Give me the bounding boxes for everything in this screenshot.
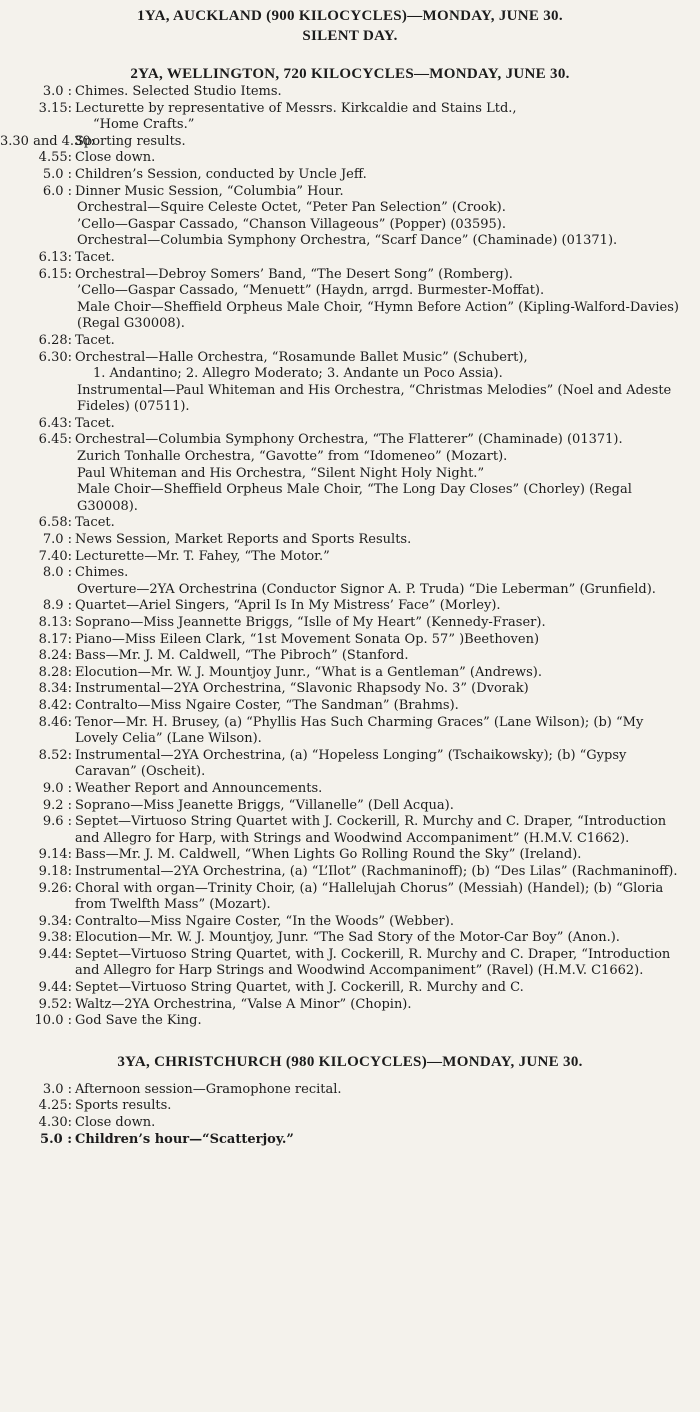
entry-text: Contralto—Miss Ngaire Coster, “In the Woods” (Webber).: [75, 913, 454, 929]
entry-text: Instrumental—2YA Orchestrina, (a) “L’Ilot” (Rachmaninoff); (b) “Des Lilas” (Rachmaninoff).: [75, 863, 678, 879]
entry-time: 8.9 :: [42, 598, 72, 614]
entry-text: Contralto—Miss Ngaire Coster, “The Sandman” (Brahms).: [75, 697, 459, 713]
entry-time: 10.0 :: [34, 1013, 72, 1029]
entry-time: 6.13:: [38, 249, 72, 265]
entry-time: 8.42:: [38, 697, 72, 713]
entry-continuation: 1. Andantino; 2. Allegro Moderato; 3. Andante un Poco Assia).: [93, 366, 503, 382]
entry-text: Chimes. Selected Studio Items.: [75, 84, 282, 99]
christchurch-program-list: [0, 1082, 700, 1148]
entry-text: Piano—Miss Eileen Clark, “1st Movement Sonata Op. 57” )Beethoven): [75, 631, 540, 647]
program-entry: [0, 681, 700, 698]
entry-time: 8.28:: [38, 664, 72, 680]
program-entry: [0, 150, 700, 167]
program-entry: [0, 267, 700, 284]
entry-time: 6.15:: [38, 266, 72, 282]
entry-time: 5.0 :: [40, 1131, 72, 1147]
program-entry: [0, 1013, 700, 1030]
entry-time: 4.30:: [38, 1115, 72, 1131]
program-subitem: ’Cello—Gaspar Cassado, “Menuett” (Haydn, arrgd. Burmester-Moffat).: [77, 283, 545, 299]
program-entry: [0, 167, 700, 184]
program-subitem: Instrumental—Paul Whiteman and His Orchestra, “Christmas Melodies” (Noel and Adeste Fideles) (07511).: [77, 382, 672, 415]
program-entry: [0, 997, 700, 1014]
entry-time: 4.55:: [38, 150, 72, 166]
program-subitem: Orchestral—Squire Celeste Octet, “Peter Pan Selection” (Crook).: [77, 200, 506, 216]
entry-text: Chimes.: [75, 565, 129, 581]
entry-time: 8.0 :: [42, 565, 72, 581]
entry-text: Orchestral—Columbia Symphony Orchestra, “The Flatterer” (Chaminade) (01371).: [75, 432, 623, 448]
entry-time: 7.40:: [38, 548, 72, 564]
entry-time: 5.0 :: [42, 166, 72, 182]
entry-time: 9.18:: [38, 863, 72, 879]
entry-time: 4.25:: [38, 1098, 72, 1114]
program-entry: [0, 698, 700, 715]
entry-text: God Save the King.: [75, 1013, 202, 1029]
entry-text: Tacet.: [75, 415, 115, 431]
entry-text: Lecturette—Mr. T. Fahey, “The Motor.”: [75, 548, 330, 564]
entry-time: 6.58:: [38, 515, 72, 531]
entry-text: Close down.: [75, 150, 156, 166]
program-entry: [0, 565, 700, 582]
program-entry: [0, 416, 700, 433]
entry-text: Elocution—Mr. W. J. Mountjoy, Junr. “The Sad Story of the Motor-Car Boy” (Anon.).: [75, 930, 620, 946]
program-entry: [0, 598, 700, 615]
program-entry: [0, 798, 700, 815]
program-entry: [0, 914, 700, 931]
program-entry: [0, 814, 700, 847]
entry-time: 8.34:: [38, 681, 72, 697]
entry-time: 3.0 :: [42, 84, 72, 99]
entry-time: 8.46:: [38, 714, 72, 730]
entry-text: Soprano—Miss Jeanette Briggs, “Villanelle” (Dell Acqua).: [75, 797, 454, 813]
entry-text: Soprano—Miss Jeannette Briggs, “Islle of My Heart” (Kennedy-Fraser).: [75, 615, 546, 630]
entry-text: Tacet.: [75, 515, 115, 531]
auckland-heading: 1YA, AUCKLAND (900 KILOCYCLES)—MONDAY, JUNE 30.: [137, 8, 563, 24]
program-entry: [0, 715, 700, 748]
wellington-program-list: [0, 84, 700, 1030]
program-entry: [0, 549, 700, 566]
program-entry: [0, 648, 700, 665]
program-entry: [0, 665, 700, 682]
entry-time: 9.34:: [38, 913, 72, 929]
program-entry: [0, 84, 700, 101]
program-entry: [0, 980, 700, 997]
entry-text: Septet—Virtuoso String Quartet, with J. Cockerill, R. Murchy and C. Draper, “Introduction and Allegro for Harp Strings and Woodwind Accompaniment” (Ravel) (H.M.V. C1662).: [75, 946, 671, 979]
program-subitem: Orchestral—Columbia Symphony Orchestra, “Scarf Dance” (Chaminade) (01371).: [77, 233, 618, 249]
entry-text: Afternoon session—Gramophone recital.: [75, 1081, 342, 1097]
program-entry: [0, 250, 700, 267]
program-entry: [0, 1132, 700, 1149]
entry-time: 9.38:: [38, 930, 72, 946]
program-entry: [0, 881, 700, 914]
program-entry: [0, 134, 700, 151]
program-subitem: Male Choir—Sheffield Orpheus Male Choir, “Hymn Before Action” (Kipling-Walford-Davies) (Regal G30008).: [77, 299, 679, 332]
program-entry: [0, 748, 700, 781]
program-entry: [0, 350, 700, 383]
program-subitem: Zurich Tonhalle Orchestra, “Gavotte” from “Idomeneo” (Mozart).: [77, 449, 508, 465]
program-entry: [0, 632, 700, 649]
entry-text: Bass—Mr. J. M. Caldwell, “The Pibroch” (Stanford.: [75, 648, 409, 664]
program-entry: [0, 432, 700, 449]
entry-text: Children’s hour—“Scatterjoy.”: [75, 1131, 294, 1147]
program-entry: [0, 101, 700, 134]
entry-time: 7.0 :: [42, 532, 72, 548]
entry-continuation: “Home Crafts.”: [93, 117, 195, 133]
entry-time: 6.45:: [38, 432, 72, 448]
entry-text: Lecturette by representative of Messrs. Kirkcaldie and Stains Ltd.,: [75, 100, 517, 116]
entry-time: 8.24:: [38, 648, 72, 664]
program-entry: [0, 615, 700, 632]
program-entry: [0, 184, 700, 201]
program-entry: [0, 864, 700, 881]
entry-time: 9.44:: [38, 946, 72, 962]
program-subitem: ’Cello—Gaspar Cassado, “Chanson Villageous” (Popper) (03595).: [77, 216, 506, 232]
entry-time: 3.15:: [38, 100, 72, 116]
program-subitem: Overture—2YA Orchestrina (Conductor Signor A. P. Truda) “Die Leberman” (Grunfield).: [77, 581, 656, 597]
entry-text: Orchestral—Debroy Somers’ Band, “The Desert Song” (Romberg).: [75, 266, 513, 282]
entry-text: Waltz—2YA Orchestrina, “Valse A Minor” (Chopin).: [75, 996, 412, 1012]
entry-text: Septet—Virtuoso String Quartet with J. Cockerill, R. Murchy and C. Draper, “Introduction and Allegro for Harp, with Strings and Woodwind Accompaniment” (H.M.V. C1662).: [75, 814, 667, 846]
program-entry: [0, 847, 700, 864]
program-entry: [0, 1115, 700, 1132]
entry-text: News Session, Market Reports and Sports Results.: [75, 532, 412, 548]
program-subitem: Paul Whiteman and His Orchestra, “Silent Night Holy Night.”: [77, 465, 485, 481]
entry-time: 8.17:: [38, 631, 72, 647]
entry-text: Tacet.: [75, 249, 115, 265]
entry-text: Instrumental—2YA Orchestrina, (a) “Hopeless Longing” (Tschaikowsky); (b) “Gypsy Caravan” (Oscheit).: [75, 747, 627, 780]
entry-text: Septet—Virtuoso String Quartet, with J. Cockerill, R. Murchy and C.: [75, 980, 524, 996]
entry-text: Tacet.: [75, 332, 115, 348]
entry-text: Quartet—Ariel Singers, “April Is In My Mistress’ Face” (Morley).: [75, 598, 501, 614]
program-entry: [0, 333, 700, 350]
entry-text: Weather Report and Announcements.: [75, 780, 323, 796]
entry-time: 8.13:: [38, 615, 72, 630]
entry-time: 9.2 :: [42, 797, 72, 813]
entry-time: 8.52:: [38, 747, 72, 763]
entry-text: Tenor—Mr. H. Brusey, (a) “Phyllis Has Such Charming Graces” (Lane Wilson); (b) “My Lovely Celia” (Lane Wilson).: [75, 714, 644, 747]
christchurch-heading: 3YA, CHRISTCHURCH (980 KILOCYCLES)—MONDAY, JUNE 30.: [117, 1053, 583, 1070]
entry-text: Bass—Mr. J. M. Caldwell, “When Lights Go Rolling Round the Sky” (Ireland).: [75, 847, 582, 863]
entry-text: Elocution—Mr. W. J. Mountjoy Junr., “What is a Gentleman” (Andrews).: [75, 664, 542, 680]
program-entry: [0, 532, 700, 549]
entry-time: 3.30 and 4.30:: [0, 133, 95, 149]
wellington-heading: 2YA, WELLINGTON, 720 KILOCYCLES—MONDAY, JUNE 30.: [130, 66, 570, 82]
entry-time: 9.0 :: [42, 780, 72, 796]
entry-time: 6.28:: [38, 332, 72, 348]
entry-time: 6.0 :: [42, 183, 72, 199]
entry-text: Choral with organ—Trinity Choir, (a) “Hallelujah Chorus” (Messiah) (Handel); (b) “Gloria from Twelfth Mass” (Mozart).: [75, 880, 664, 913]
entry-text: Sporting results.: [75, 133, 186, 149]
entry-text: Close down.: [75, 1115, 156, 1131]
entry-text: Dinner Music Session, “Columbia” Hour.: [75, 183, 344, 199]
program-entry: [0, 947, 700, 980]
entry-time: 6.43:: [38, 415, 72, 431]
entry-text: Instrumental—2YA Orchestrina, “Slavonic Rhapsody No. 3” (Dvorak): [75, 681, 529, 697]
program-subitem: Male Choir—Sheffield Orpheus Male Choir, “The Long Day Closes” (Chorley) (Regal G30008).: [77, 482, 632, 514]
program-entry: [0, 1082, 700, 1099]
entry-text: Sports results.: [75, 1098, 172, 1114]
entry-text: Children’s Session, conducted by Uncle Jeff.: [75, 166, 367, 182]
entry-time: 6.30:: [38, 349, 72, 365]
entry-time: 9.26:: [38, 880, 72, 896]
entry-text: Orchestral—Halle Orchestra, “Rosamunde Ballet Music” (Schubert),: [75, 349, 528, 365]
program-entry: [0, 930, 700, 947]
entry-time: 9.44:: [38, 980, 72, 996]
entry-time: 9.14:: [38, 847, 72, 863]
program-entry: [0, 515, 700, 532]
entry-time: 9.6 :: [42, 814, 72, 830]
auckland-subheading: SILENT DAY.: [302, 28, 398, 44]
program-entry: [0, 781, 700, 798]
entry-time: 3.0 :: [42, 1081, 72, 1097]
entry-time: 9.52:: [38, 996, 72, 1012]
program-entry: [0, 1098, 700, 1115]
